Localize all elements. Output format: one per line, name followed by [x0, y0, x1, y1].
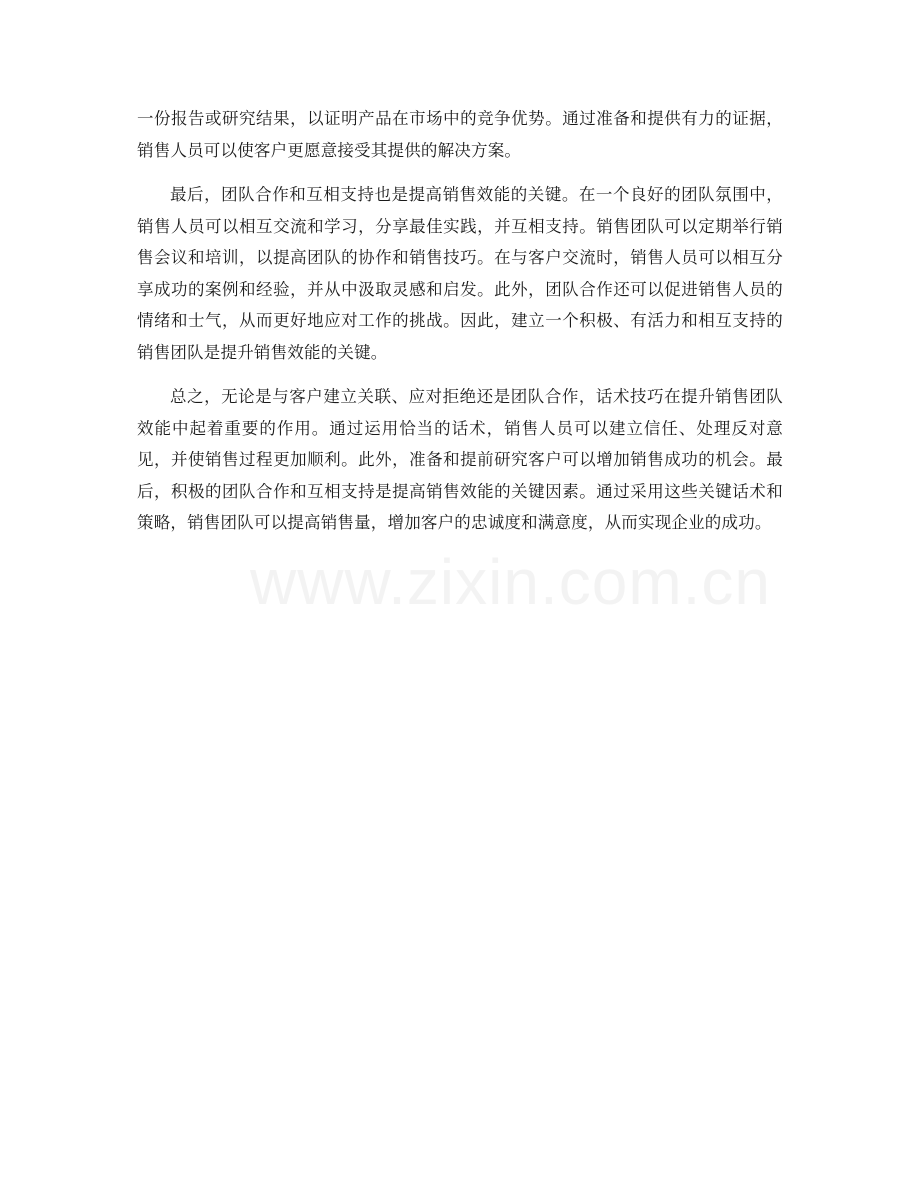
document-body — [137, 103, 783, 552]
paragraph-3: 总之，无论是与客户建立关联、应对拒绝还是团队合作，话术技巧在提升销售团队效能中起着重要的作用。通过运用恰当的话术，销售人员可以建立信任、处理反对意见，并使销售过程更加顺利。此外，准备和提前研究客户可以增加销售成功的机会。最后，积极的团队合作和互相支持是提高销售效能的关键因素。通过采用这些关键话术和策略，销售团队可以提高销售量，增加客户的忠诚度和满意度，从而实现企业的成功。 — [137, 387, 783, 532]
paragraph-2: 最后，团队合作和互相支持也是提高销售效能的关键。在一个良好的团队氛围中，销售人员可以相互交流和学习，分享最佳实践，并互相支持。销售团队可以定期举行销售会议和培训，以提高团队的协作和销售技巧。在与客户交流时，销售人员可以相互分享成功的案例和经验，并从中汲取灵感和启发。此外，团队合作还可以促进销售人员的情绪和士气，从而更好地应对工作的挑战。因此，建立一个积极、有活力和相互支持的销售团队是提升销售效能的关键。 — [137, 185, 783, 362]
paragraph-1: 一份报告或研究结果，以证明产品在市场中的竞争优势。通过准备和提供有力的证据，销售人员可以使客户更愿意接受其提供的解决方案。 — [137, 109, 783, 160]
watermark: www.zixin.com.cn — [250, 546, 771, 618]
